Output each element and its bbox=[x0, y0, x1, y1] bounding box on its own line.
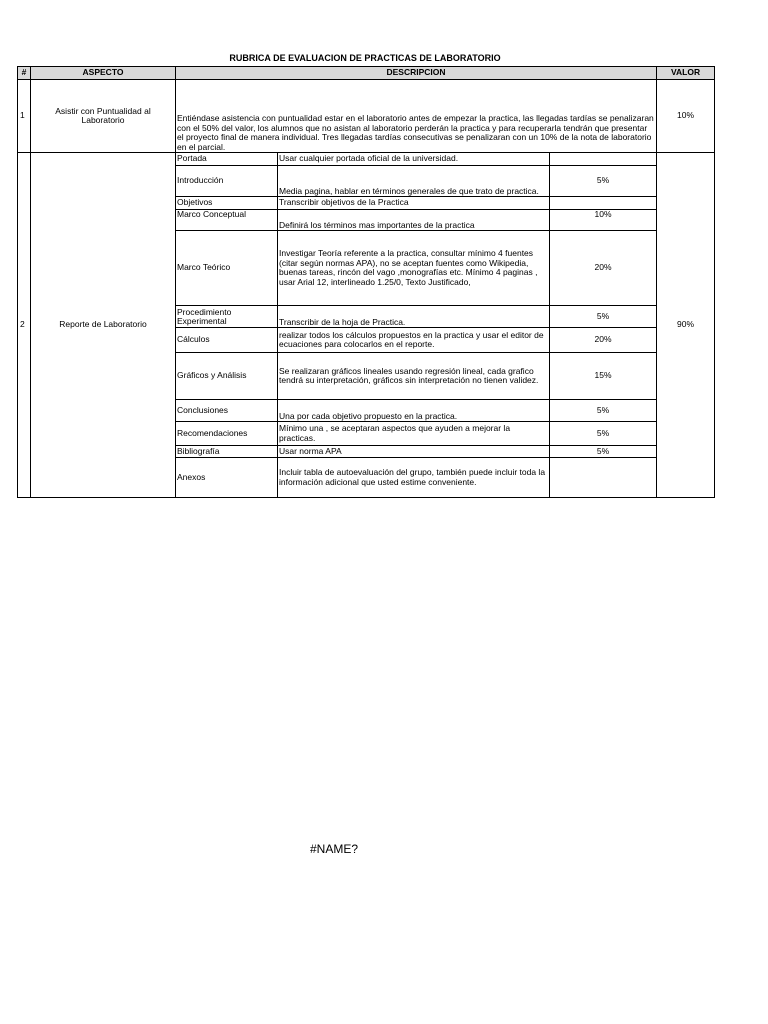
item-description: Usar norma APA bbox=[278, 446, 550, 458]
item-name: Cálculos bbox=[176, 328, 278, 353]
table-row bbox=[18, 80, 715, 153]
item-name: Introducción bbox=[176, 166, 278, 197]
item-description: Incluir tabla de autoevaluación del grupo, también puede incluir toda la información adicional que usted estime conveniente. bbox=[278, 458, 550, 498]
item-description: Se realizaran gráficos lineales usando regresión lineal, cada grafico tendrá su interpretación, gráficos sin interpretación no tienen validez. bbox=[278, 353, 550, 400]
item-name: Procedimiento Experimental bbox=[176, 306, 278, 328]
header-num: # bbox=[18, 67, 31, 80]
item-description: realizar todos los cálculos propuestos en la practica y usar el editor de ecuaciones para colocarlos en el reporte. bbox=[278, 328, 550, 353]
table-row bbox=[18, 153, 715, 166]
item-percentage: 5% bbox=[550, 422, 657, 446]
item-description: Transcribir de la hoja de Practica. bbox=[278, 306, 550, 328]
row-number: 2 bbox=[18, 153, 31, 498]
item-percentage: 15% bbox=[550, 353, 657, 400]
item-percentage: 5% bbox=[550, 166, 657, 197]
aspect-cell: Asistir con Puntualidad al Laboratorio bbox=[31, 80, 176, 153]
item-description: Mínimo una , se aceptaran aspectos que ayuden a mejorar la practicas. bbox=[278, 422, 550, 446]
item-percentage bbox=[550, 458, 657, 498]
item-percentage: 5% bbox=[550, 400, 657, 422]
item-description: Usar cualquier portada oficial de la universidad. bbox=[278, 153, 550, 166]
item-name: Recomendaciones bbox=[176, 422, 278, 446]
value-cell: 90% bbox=[657, 153, 715, 498]
item-description: Una por cada objetivo propuesto en la practica. bbox=[278, 400, 550, 422]
header-row bbox=[18, 67, 715, 80]
row-number: 1 bbox=[18, 80, 31, 153]
item-percentage: 5% bbox=[550, 306, 657, 328]
header-descripcion: DESCRIPCION bbox=[176, 67, 657, 80]
item-percentage: 10% bbox=[550, 210, 657, 231]
aspect-cell: Reporte de Laboratorio bbox=[31, 153, 176, 498]
item-name: Anexos bbox=[176, 458, 278, 498]
item-percentage: 5% bbox=[550, 446, 657, 458]
item-name: Marco Teórico bbox=[176, 231, 278, 306]
item-percentage: 20% bbox=[550, 231, 657, 306]
item-description: Media pagina, hablar en términos generales de que trato de practica. bbox=[278, 166, 550, 197]
value-cell: 10% bbox=[657, 80, 715, 153]
item-name: Conclusiones bbox=[176, 400, 278, 422]
item-name: Bibliografía bbox=[176, 446, 278, 458]
item-name: Portada bbox=[176, 153, 278, 166]
item-percentage bbox=[550, 153, 657, 166]
item-name: Gráficos y Análisis bbox=[176, 353, 278, 400]
item-description: Definirá los términos mas importantes de la practica bbox=[278, 210, 550, 231]
formula-error-cell: #NAME? bbox=[310, 842, 359, 856]
rubric-table bbox=[17, 66, 715, 498]
item-description: Transcribir objetivos de la Practica bbox=[278, 197, 550, 210]
header-valor: VALOR bbox=[657, 67, 715, 80]
rubric-title: RUBRICA DE EVALUACION DE PRACTICAS DE LABORATORIO bbox=[229, 53, 501, 63]
header-aspecto: ASPECTO bbox=[31, 67, 176, 80]
item-description: Investigar Teoría referente a la practica, consultar mínimo 4 fuentes (citar según normas APA), no se aceptan fuentes como Wikipedia, buenas tareas, rincón del vago ,monografías etc. Mínimo 4 paginas , usar Arial 12, interlineado 1.25/0, Texto Justificado, bbox=[278, 231, 550, 306]
description-cell: Entiéndase asistencia con puntualidad estar en el laboratorio antes de empezar la practica, las llegadas tardías se penalizaran con el 50% del valor, los alumnos que no asistan al laboratorio perderán la practica y para recuperarla tendrán que presentar el proyecto final de manera individual. Tres llegadas tardías consecutivas se penalizaran con un 10% de la nota de laboratorio en el parcial. bbox=[176, 80, 657, 153]
item-percentage bbox=[550, 197, 657, 210]
item-percentage: 20% bbox=[550, 328, 657, 353]
item-name: Marco Conceptual bbox=[176, 210, 278, 231]
item-name: Objetivos bbox=[176, 197, 278, 210]
